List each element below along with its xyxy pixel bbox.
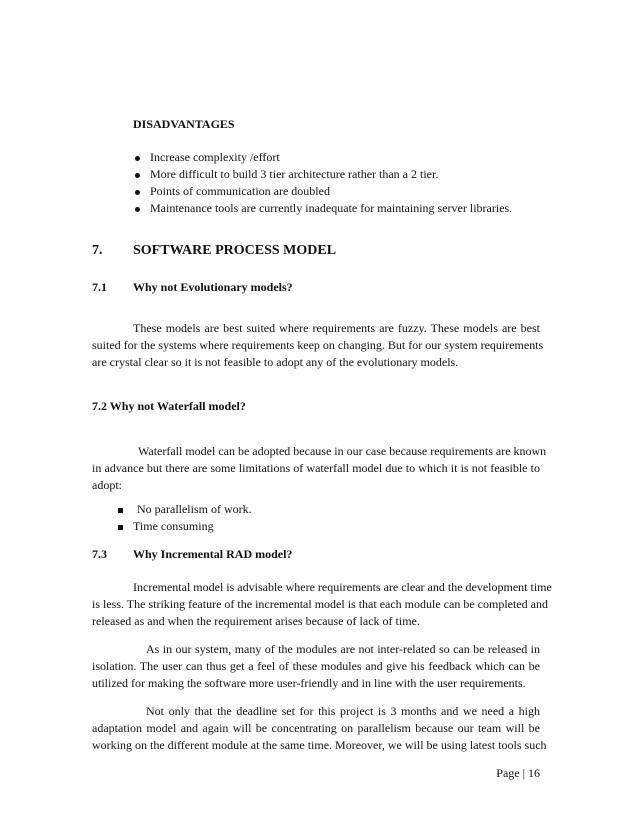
paragraph-line: isolation. The user can thus get a feel of these modules and give his feedback which can be [92, 659, 540, 673]
paragraph-line: Waterfall model can be adopted because in our case because requirements are known [138, 444, 547, 458]
paragraph-line: adopt: [92, 478, 122, 492]
paragraph-line: is less. The striking feature of the incremental model is that each module can be completed and [92, 597, 548, 611]
paragraph-line: adaptation model and again will be concentrating on parallelism because our team will be [92, 721, 540, 735]
paragraph-line: are crystal clear so it is not feasible to adopt any of the evolutionary models. [92, 355, 459, 369]
paragraph-line: Incremental model is advisable where requirements are clear and the development time [133, 580, 552, 594]
list-item: No parallelism of work. [137, 502, 252, 516]
list-item: Maintenance tools are currently inadequate for maintaining server libraries. [150, 201, 513, 215]
subsection-number: 7.3 [92, 547, 107, 561]
paragraph-line: released as and when the requirement arises because of lack of time. [92, 614, 420, 628]
page-number: Page | 16 [496, 766, 540, 780]
list-item: Increase complexity /effort [150, 150, 280, 164]
paragraph-line: utilized for making the software more user-friendly and in line with the user requirements. [92, 676, 526, 690]
bullet-icon [135, 156, 140, 161]
section-title: SOFTWARE PROCESS MODEL [133, 243, 337, 258]
subsection-title: 7.2 Why not Waterfall model? [92, 399, 246, 413]
paragraph-line: suited for the systems where requirements keep on changing. But for our system requirements [92, 338, 544, 352]
bullet-icon [135, 207, 140, 212]
section-number: 7. [92, 243, 103, 258]
bullet-icon [118, 525, 123, 530]
paragraph-line: Not only that the deadline set for this project is 3 months and we need a high [146, 704, 540, 718]
list-item: Points of communication are doubled [150, 184, 330, 198]
subsection-title: Why Incremental RAD model? [133, 547, 293, 561]
subsection-number: 7.1 [92, 280, 107, 294]
disadvantages-heading: DISADVANTAGES [133, 117, 235, 131]
paragraph-line: working on the different module at the same time. Moreover, we will be using latest tools such [92, 738, 547, 752]
subsection-title: Why not Evolutionary models? [133, 280, 293, 294]
paragraph-line: These models are best suited where requirements are fuzzy. These models are best [133, 321, 540, 335]
bullet-icon [135, 190, 140, 195]
list-item: Time consuming [133, 519, 214, 533]
bullet-icon [135, 173, 140, 178]
paragraph-line: As in our system, many of the modules are not inter-related so can be released in [146, 642, 540, 656]
paragraph-line: in advance but there are some limitations of waterfall model due to which it is not feasible to [92, 461, 540, 475]
list-item: More difficult to build 3 tier architecture rather than a 2 tier. [150, 167, 439, 181]
bullet-icon [118, 508, 123, 513]
